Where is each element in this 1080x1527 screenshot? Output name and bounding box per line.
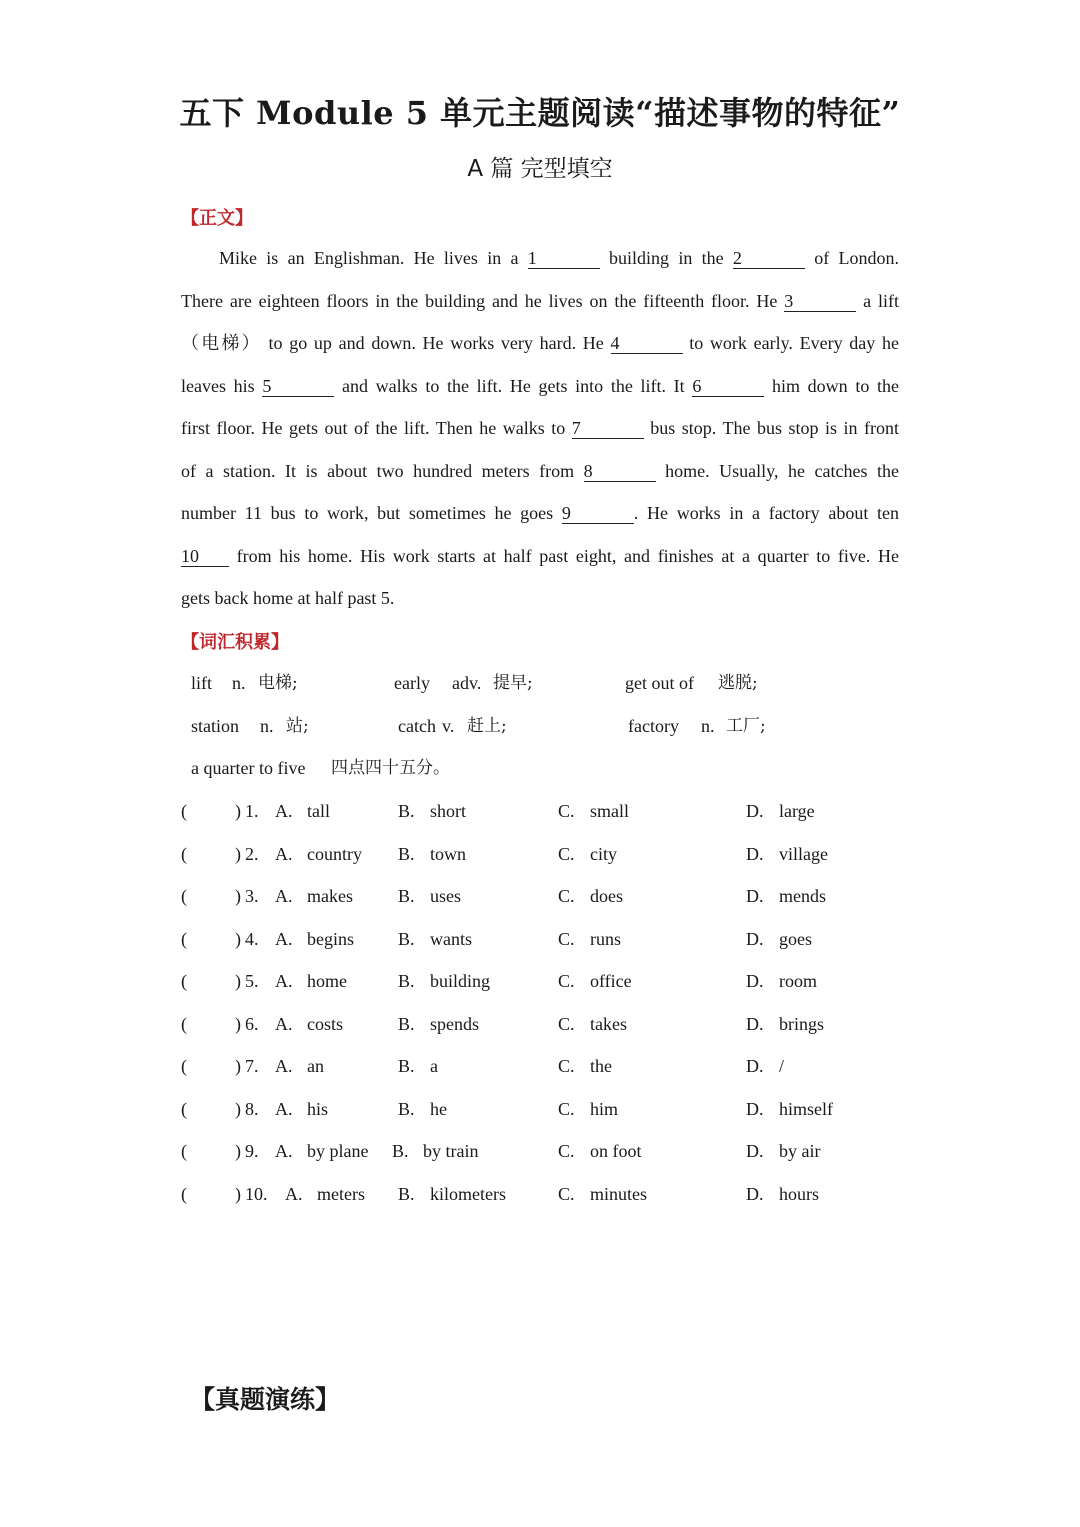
passage-text: number 11 bus to work, but sometimes he goes: [181, 503, 562, 523]
option-d: goes: [779, 928, 812, 949]
vocab-meaning: 工厂;: [726, 716, 766, 736]
option-letter-b: B.: [398, 1183, 415, 1204]
answer-bracket-close: ): [235, 801, 241, 821]
passage-text: and walks to the lift. He gets into the lift. It: [334, 375, 693, 396]
option-letter-b: B.: [398, 801, 415, 821]
passage-text: of London.: [804, 248, 899, 268]
answer-bracket-close: ): [235, 1013, 241, 1034]
option-c: city: [590, 843, 617, 864]
vocab-pos: n.: [232, 673, 246, 693]
option-letter-a: A.: [275, 971, 293, 991]
passage-line: [181, 280, 899, 323]
passage-line: [181, 535, 899, 578]
passage-line: [181, 322, 899, 365]
option-letter-c: C.: [558, 971, 575, 991]
vocab-word: factory: [628, 716, 679, 736]
option-b: he: [430, 1098, 447, 1119]
answer-bracket-close: ): [235, 1056, 241, 1076]
option-letter-b: B.: [392, 1141, 409, 1161]
question-number: 7.: [245, 1056, 259, 1076]
option-letter-d: D.: [746, 1183, 764, 1204]
option-a: meters: [317, 1183, 365, 1204]
answer-bracket-open[interactable]: (: [181, 1013, 187, 1034]
passage-line: [181, 407, 899, 450]
option-a: home: [307, 971, 347, 991]
option-b: short: [430, 801, 466, 821]
option-c: small: [590, 801, 629, 821]
answer-bracket-open[interactable]: (: [181, 1141, 187, 1161]
passage-text: gets back home at half past 5.: [181, 588, 395, 608]
passage-text: first floor. He gets out of the lift. Then he walks to: [181, 418, 572, 438]
option-b: building: [430, 971, 491, 991]
option-letter-c: C.: [558, 928, 575, 949]
option-a: makes: [307, 886, 353, 906]
practice-heading: 【真题演练】: [190, 1385, 341, 1414]
passage-line: [181, 237, 899, 280]
option-c: him: [590, 1098, 619, 1119]
option-letter-d: D.: [746, 1098, 764, 1119]
answer-bracket-open[interactable]: (: [181, 1056, 187, 1076]
vocab-word: get out of: [625, 673, 694, 693]
question-row: [181, 839, 901, 869]
answer-bracket-open[interactable]: (: [181, 886, 187, 906]
question-number: 1.: [245, 801, 259, 821]
option-letter-c: C.: [558, 843, 575, 864]
option-b: uses: [430, 886, 461, 906]
answer-bracket-close: ): [235, 928, 241, 949]
option-a: an: [307, 1056, 324, 1076]
vocab-word: early: [394, 673, 430, 693]
question-number: 3.: [245, 886, 259, 906]
answer-bracket-close: ): [235, 843, 241, 864]
option-letter-d: D.: [746, 1141, 764, 1161]
option-c: runs: [590, 928, 621, 949]
question-number: 8.: [245, 1098, 259, 1119]
answer-bracket-close: ): [235, 1183, 241, 1204]
text-heading: 【正文】: [181, 208, 253, 229]
option-letter-b: B.: [398, 1098, 415, 1119]
option-letter-a: A.: [275, 1141, 293, 1161]
page-title: 五下 Module 5 单元主题阅读“描述事物的特征”: [179, 94, 901, 132]
blank-6: 6: [692, 376, 764, 397]
question-number: 5.: [245, 971, 259, 991]
blank-7: 7: [572, 418, 644, 439]
option-d: village: [779, 843, 828, 864]
question-row: [181, 966, 901, 996]
option-letter-d: D.: [746, 971, 764, 991]
section-subtitle: A 篇 完型填空: [467, 156, 613, 182]
blank-10: 10: [181, 546, 229, 567]
option-letter-a: A.: [275, 1056, 293, 1076]
option-letter-c: C.: [558, 1098, 575, 1119]
vocab-pos: n.: [260, 716, 274, 736]
option-d: brings: [779, 1013, 824, 1034]
question-number: 10.: [245, 1183, 268, 1204]
passage-text: . He works in a factory about ten: [633, 503, 899, 523]
option-letter-d: D.: [746, 801, 764, 821]
option-letter-b: B.: [398, 843, 415, 864]
option-letter-c: C.: [558, 1183, 575, 1204]
vocab-meaning: 电梯;: [258, 673, 298, 693]
option-a: by plane: [307, 1141, 369, 1161]
passage-text: leaves his: [181, 375, 263, 396]
option-b: town: [430, 843, 466, 864]
option-d: /: [779, 1056, 785, 1076]
option-letter-d: D.: [746, 1056, 764, 1076]
passage-text: bus stop. The bus stop is in front: [643, 418, 899, 438]
option-c: takes: [590, 1013, 627, 1034]
option-b: wants: [430, 928, 472, 949]
option-letter-c: C.: [558, 801, 575, 821]
option-letter-c: C.: [558, 886, 575, 906]
passage-line: [181, 492, 899, 535]
passage-text: There are eighteen floors in the building and he lives on the fifteenth floor. He: [181, 290, 785, 311]
option-d: mends: [779, 886, 826, 906]
vocab-pos: n.: [701, 716, 715, 736]
question-row: [181, 881, 901, 911]
option-d: by air: [779, 1141, 821, 1161]
answer-bracket-open[interactable]: (: [181, 801, 187, 821]
passage-text: building in the: [599, 248, 733, 268]
option-d: large: [779, 801, 815, 821]
blank-1: 1: [528, 248, 600, 269]
passage-line: [181, 365, 899, 408]
question-row: [181, 1136, 901, 1166]
option-a: begins: [307, 928, 354, 949]
passage: [181, 237, 899, 620]
option-letter-c: C.: [558, 1056, 575, 1076]
vocab-word: a quarter to five: [191, 758, 306, 778]
option-letter-b: B.: [398, 971, 415, 991]
passage-text: him down to the: [764, 375, 899, 396]
answer-bracket-close: ): [235, 971, 241, 991]
passage-text: from his home. His work starts at half past eight, and finishes at a quarter to five. He: [229, 545, 899, 566]
vocab-word: catch: [398, 716, 436, 736]
option-letter-a: A.: [275, 886, 293, 906]
option-a: his: [307, 1098, 329, 1119]
answer-bracket-close: ): [235, 1098, 241, 1119]
passage-text: Mike is an Englishman. He lives in a: [219, 248, 528, 268]
passage-text: （电梯） to go up and down. He works very hard. He: [181, 333, 611, 353]
option-c: the: [590, 1056, 612, 1076]
blank-3: 3: [784, 291, 856, 312]
blank-9: 9: [562, 503, 634, 524]
vocab-pos: v.: [442, 716, 455, 736]
option-letter-d: D.: [746, 886, 764, 906]
answer-bracket-close: ): [235, 1141, 241, 1161]
option-c: does: [590, 886, 623, 906]
option-d: hours: [779, 1183, 819, 1204]
question-row: [181, 1051, 901, 1081]
option-b: spends: [430, 1013, 479, 1034]
passage-line: [181, 450, 899, 493]
passage-text: to work early. Every day he: [682, 333, 899, 353]
option-letter-c: C.: [558, 1141, 575, 1161]
vocab-row: [0, 711, 1080, 741]
option-letter-b: B.: [398, 886, 415, 906]
vocab-row: [0, 668, 1080, 698]
option-letter-a: A.: [275, 1098, 293, 1119]
vocab-word: station: [191, 716, 239, 736]
question-number: 2.: [245, 843, 259, 864]
option-b: a: [430, 1056, 438, 1076]
vocab-row: [0, 753, 1080, 783]
question-row: [181, 1094, 901, 1124]
question-number: 6.: [245, 1013, 259, 1034]
option-letter-d: D.: [746, 928, 764, 949]
passage-line: [181, 577, 899, 620]
answer-bracket-open[interactable]: (: [181, 971, 187, 991]
passage-text: home. Usually, he catches the: [655, 460, 899, 481]
question-number: 4.: [245, 928, 259, 949]
question-row: [181, 1179, 901, 1209]
question-row: [181, 924, 901, 954]
vocab-pos: adv.: [452, 673, 482, 693]
blank-8: 8: [584, 461, 656, 482]
option-letter-a: A.: [275, 928, 293, 949]
vocab-heading: 【词汇积累】: [181, 632, 289, 653]
option-letter-d: D.: [746, 1013, 764, 1034]
option-d: himself: [779, 1098, 833, 1119]
vocab-meaning: 赶上;: [467, 716, 507, 736]
vocab-meaning: 提早;: [493, 673, 533, 693]
option-letter-a: A.: [275, 1013, 293, 1034]
option-a: tall: [307, 801, 330, 821]
option-c: minutes: [590, 1183, 647, 1204]
vocab-meaning: 四点四十五分。: [331, 758, 450, 778]
answer-bracket-open[interactable]: (: [181, 1183, 187, 1204]
option-letter-a: A.: [275, 843, 293, 864]
option-a: costs: [307, 1013, 343, 1034]
option-b: by train: [423, 1141, 479, 1161]
option-letter-a: A.: [275, 801, 293, 821]
question-number: 9.: [245, 1141, 259, 1161]
option-b: kilometers: [430, 1183, 506, 1204]
vocab-meaning: 站;: [286, 716, 309, 736]
answer-bracket-open[interactable]: (: [181, 1098, 187, 1119]
option-letter-d: D.: [746, 843, 764, 864]
option-letter-b: B.: [398, 928, 415, 949]
passage-text: of a station. It is about two hundred meters from: [181, 460, 584, 481]
blank-5: 5: [262, 376, 334, 397]
option-letter-b: B.: [398, 1013, 415, 1034]
blank-2: 2: [733, 248, 805, 269]
answer-bracket-close: ): [235, 886, 241, 906]
option-c: office: [590, 971, 632, 991]
option-letter-a: A.: [285, 1183, 303, 1204]
question-row: [181, 796, 901, 826]
vocab-meaning: 逃脱;: [718, 673, 758, 693]
option-c: on foot: [590, 1141, 642, 1161]
option-a: country: [307, 843, 362, 864]
answer-bracket-open[interactable]: (: [181, 843, 187, 864]
passage-text: a lift: [856, 290, 899, 311]
question-row: [181, 1009, 901, 1039]
option-d: room: [779, 971, 817, 991]
option-letter-b: B.: [398, 1056, 415, 1076]
answer-bracket-open[interactable]: (: [181, 928, 187, 949]
option-letter-c: C.: [558, 1013, 575, 1034]
blank-4: 4: [611, 333, 683, 354]
vocab-word: lift: [191, 673, 212, 693]
